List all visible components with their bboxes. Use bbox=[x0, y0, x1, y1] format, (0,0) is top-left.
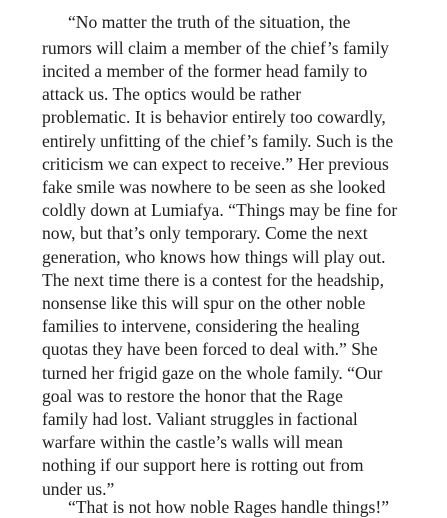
text-line: The next time there is a contest for the headship, bbox=[42, 270, 384, 290]
text-line: fake smile was nowhere to be seen as she looked bbox=[42, 177, 386, 197]
text-line: families to intervene, considering the healing bbox=[42, 316, 360, 336]
text-line: criticism we can expect to receive.” Her previous bbox=[42, 154, 389, 174]
text-line: goal was to restore the honor that the Rage bbox=[42, 386, 343, 406]
text-line: nothing if our support here is rotting out from bbox=[42, 455, 364, 475]
text-line: attack us. The optics would be rather bbox=[42, 84, 302, 104]
text-line: rumors will claim a member of the chief’s family bbox=[42, 38, 389, 58]
text-line-partial: “That is not how noble Rages handle things!” bbox=[68, 497, 390, 517]
text-line: incited a member of the former head family to bbox=[42, 61, 368, 81]
text-line: generation, who knows how things will play out. bbox=[42, 247, 386, 267]
text-line: coldly down at Lumiafya. “Things may be fine for bbox=[42, 200, 398, 220]
text-line: “No matter the truth of the situation, the bbox=[68, 12, 351, 32]
text-line: nonsense like this will spur on the other noble bbox=[42, 293, 366, 313]
text-line: warfare within the castle’s walls will mean bbox=[42, 432, 343, 452]
text-line: now, but that’s only temporary. Come the next bbox=[42, 223, 368, 243]
text-line: problematic. It is behavior entirely too cowardly, bbox=[42, 107, 386, 127]
text-line: family had lost. Valiant struggles in factional bbox=[42, 409, 358, 429]
text-line: under us.” bbox=[42, 479, 115, 499]
text-line: entirely unfitting of the chief’s family. Such is the bbox=[42, 131, 394, 151]
text-line: quotas they have been forced to deal with.” She bbox=[42, 339, 378, 359]
text-line: turned her frigid gaze on the whole family. “Our bbox=[42, 363, 383, 383]
